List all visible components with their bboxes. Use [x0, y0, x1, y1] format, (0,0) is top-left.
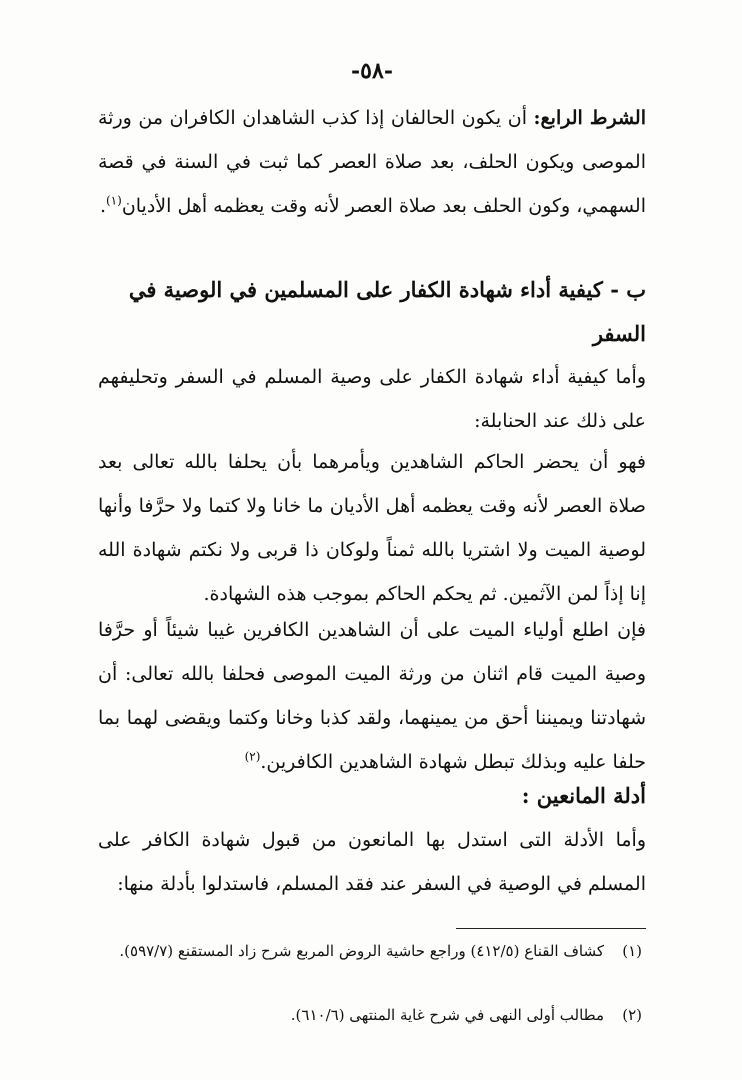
footnote-ref-1: (١) — [105, 193, 122, 208]
paragraph-lead: الشرط الرابع: — [533, 107, 646, 129]
section-heading-b: ب - كيفية أداء شهادة الكفار على المسلمين في الوصية في السفر — [128, 277, 646, 346]
footnote-text: كشاف القناع (٤١٢/٥) وراجع حاشية الروض المربع شرح زاد المستقنع (٥٩٧/٧). — [119, 942, 604, 960]
paragraph-fourth-condition — [98, 96, 646, 228]
page-number: -٥٨- — [351, 58, 393, 84]
section-heading-evidence: أدلة المانعين : — [521, 783, 646, 808]
footnote-ref-2: (٢) — [244, 749, 261, 764]
footnote-divider — [456, 928, 646, 929]
paragraph-heirs — [98, 608, 646, 784]
paragraph-text: أن يكون الحالفان إذا كذب الشاهدان الكافران من ورثة الموصى ويكون الحلف، بعد صلاة العصر كما ثبت في السنة في قصة السهمي، وكون الحلف بعد صلاة العصر لأنه وقت يعظمه أهل الأديان — [98, 107, 646, 217]
paragraph-method-intro: وأما كيفية أداء شهادة الكفار على وصية المسلم في السفر وتحليفهم على ذلك عند الحنابلة: — [98, 366, 646, 432]
footnote-2 — [98, 1000, 646, 1030]
footnote-number: (١) — [622, 942, 642, 960]
footnote-1 — [98, 936, 646, 966]
paragraph-evidence: وأما الأدلة التى استدل بها المانعون من قبول شهادة الكافر على المسلم في الوصية في السفر عند فقد المسلم، فاستدلوا بأدلة منها: — [98, 829, 646, 895]
paragraph-text: فإن اطلع أولياء الميت على أن الشاهدين الكافرين غيبا شيئاً أو حرَّفا وصية الميت قام اثنان من ورثة الميت الموصى فحلفا بالله تعالى: أن شهادتنا ويميننا أحق من يمينهما، ولقد كذبا وخانا وكتما ويقضى لهما بما حلفا عليه وبذلك تبطل شهادة الشاهدين الكافرين. — [98, 619, 646, 773]
paragraph-end: . — [99, 195, 106, 217]
footnote-text: مطالب أولى النهى في شرح غاية المنتهى (٦١٠/٦). — [290, 1006, 604, 1024]
book-page — [98, 0, 646, 1080]
paragraph-method: فهو أن يحضر الحاكم الشاهدين ويأمرهما بأن يحلفا بالله تعالى بعد صلاة العصر لأنه وقت يعظمه أهل الأديان ما خانا ولا كتما ولا حرَّفا وأنها لوصية الميت ولا اشتريا بالله ثمناً ولوكان ذا قربى ولا نكتم شهادة الله إنا إذاً لمن الآثمين. ثم يحكم الحاكم بموجب هذه الشهادة. — [98, 451, 646, 605]
footnote-number: (٢) — [622, 1006, 642, 1024]
